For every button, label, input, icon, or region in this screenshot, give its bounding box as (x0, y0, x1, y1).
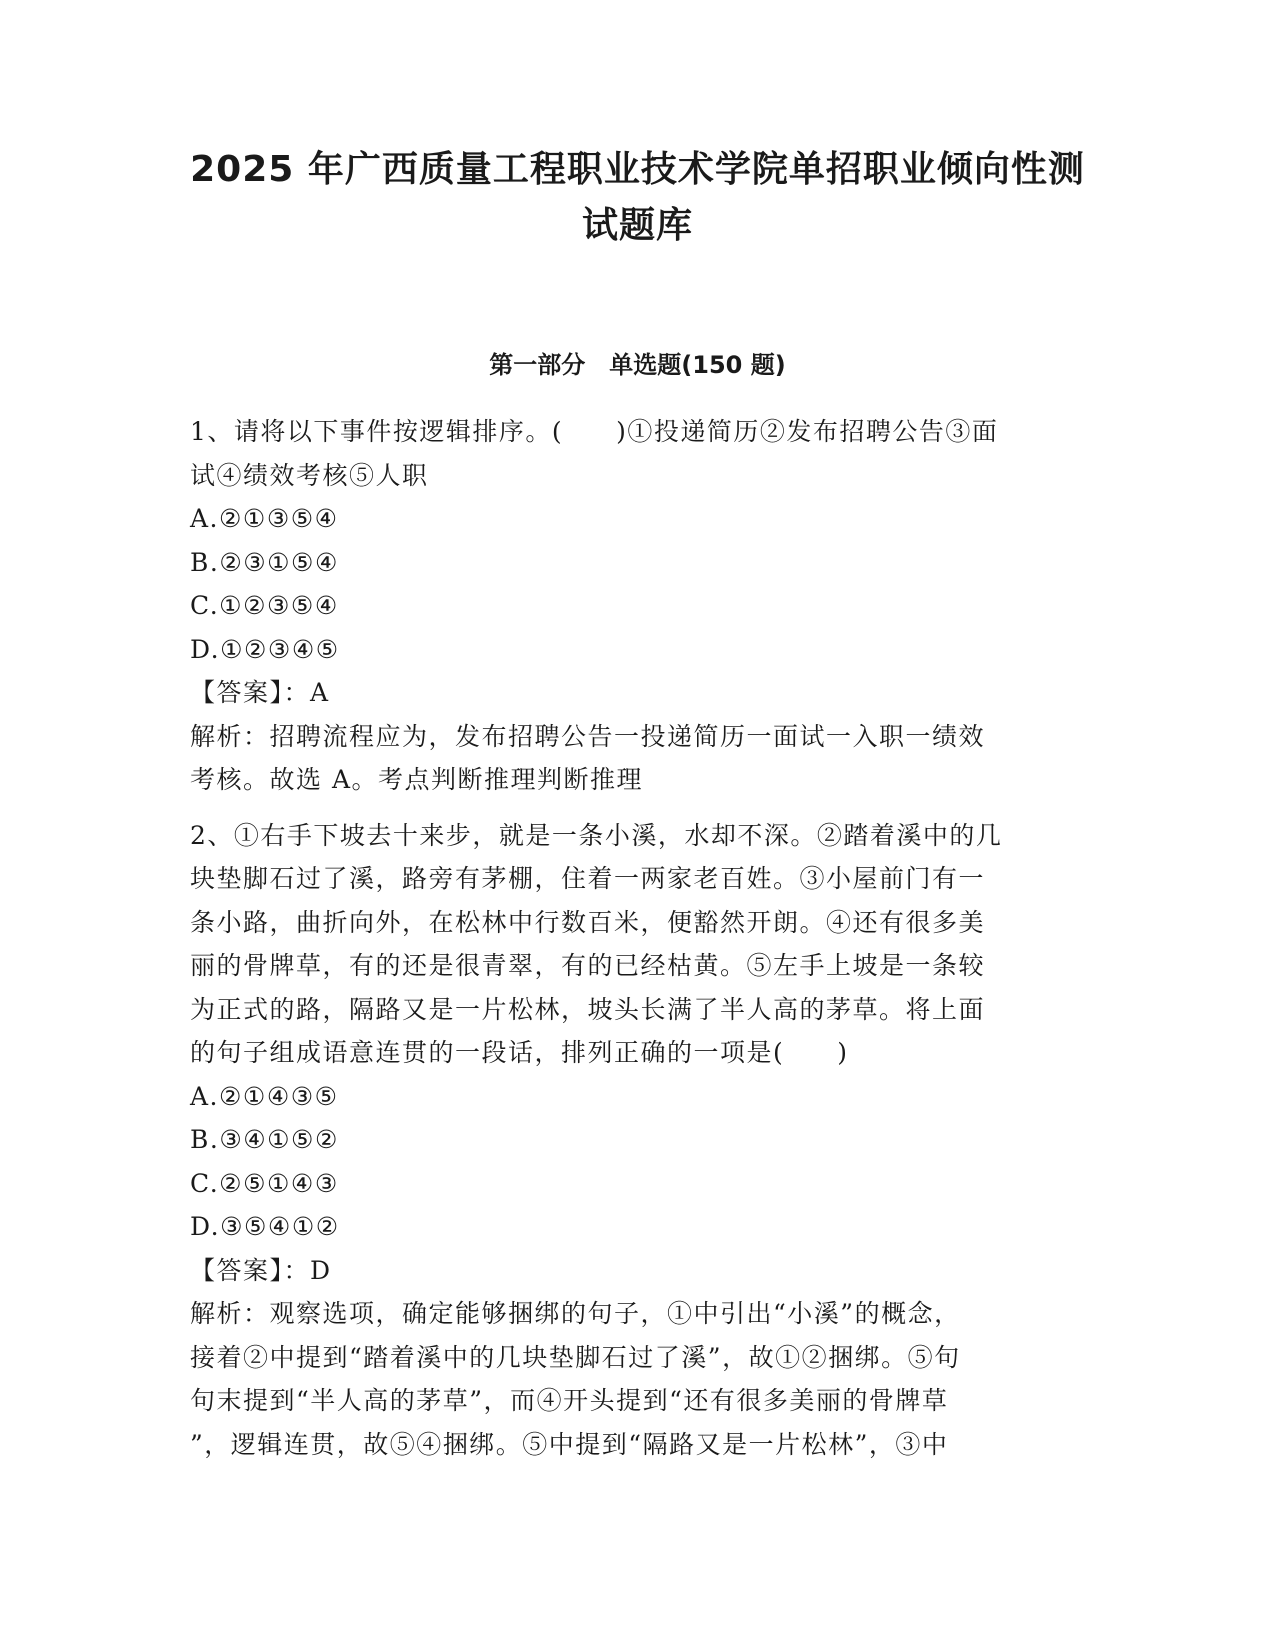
document-title-line-2: 试题库 (581, 205, 693, 246)
question-1 (190, 410, 1080, 802)
stem-line: 条小路，曲折向外，在松林中行数百米，便豁然开朗。④还有很多美 (190, 907, 986, 937)
option-d: D.③⑤④①② (190, 1212, 340, 1241)
stem-line: 2、①右手下坡去十来步，就是一条小溪，水却不深。②踏着溪中的几 (190, 820, 1003, 850)
answer-line: 【答案】：A (190, 678, 330, 707)
analysis-line: 解析：观察选项，确定能够捆绑的句子，①中引出“小溪”的概念， (190, 1299, 961, 1328)
option-b: B.②③①⑤④ (190, 547, 339, 577)
stem-line: 丽的骨牌草，有的还是很青翠，有的已经枯黄。⑤左手上坡是一条较 (190, 951, 986, 980)
analysis-line: ”，逻辑连贯，故⑤④捆绑。⑤中提到“隔路又是一片松林”，③中 (190, 1429, 949, 1459)
stem-line: 试④绩效考核⑤人职 (190, 460, 429, 490)
stem-line: 1、请将以下事件按逻辑排序。( )①投递简历②发布招聘公告③面 (190, 417, 999, 446)
analysis (190, 715, 1080, 802)
stem-line: 为正式的路，隔路又是一片松林，坡头长满了半人高的茅草。将上面 (190, 994, 986, 1024)
answer-line: 【答案】：D (190, 1255, 332, 1285)
analysis-line: 接着②中提到“踏着溪中的几块垫脚石过了溪”，故①②捆绑。⑤句 (190, 1342, 961, 1372)
question-stem (190, 410, 1080, 497)
stem-line: 块垫脚石过了溪，路旁有茅棚，住着一两家老百姓。③小屋前门有一 (190, 864, 986, 893)
section-heading: 第一部分 单选题(150 题) (489, 351, 786, 379)
option-a: A.②①④③⑤ (190, 1081, 339, 1111)
analysis-line: 句末提到“半人高的茅草”，而④开头提到“还有很多美丽的骨牌草 (190, 1386, 949, 1415)
analysis-line: 考核。故选 A。考点判断推理判断推理 (190, 765, 644, 794)
question-2 (190, 814, 1080, 1467)
option-a: A.②①③⑤④ (190, 504, 339, 533)
option-c: C.②⑤①④③ (190, 1168, 339, 1198)
option-b: B.③④①⑤② (190, 1125, 339, 1154)
question-stem (190, 814, 1080, 1075)
analysis-line: 解析：招聘流程应为，发布招聘公告一投递简历一面试一入职一绩效 (190, 721, 986, 751)
option-d: D.①②③④⑤ (190, 634, 340, 664)
option-c: C.①②③⑤④ (190, 591, 339, 620)
analysis (190, 1292, 1080, 1466)
document-title (190, 142, 1085, 254)
question-list (190, 410, 1080, 1478)
document-title-line-1: 2025 年广西质量工程职业技术学院单招职业倾向性测 (190, 149, 1085, 190)
stem-line: 的句子组成语意连贯的一段话，排列正确的一项是( ) (190, 1038, 849, 1067)
